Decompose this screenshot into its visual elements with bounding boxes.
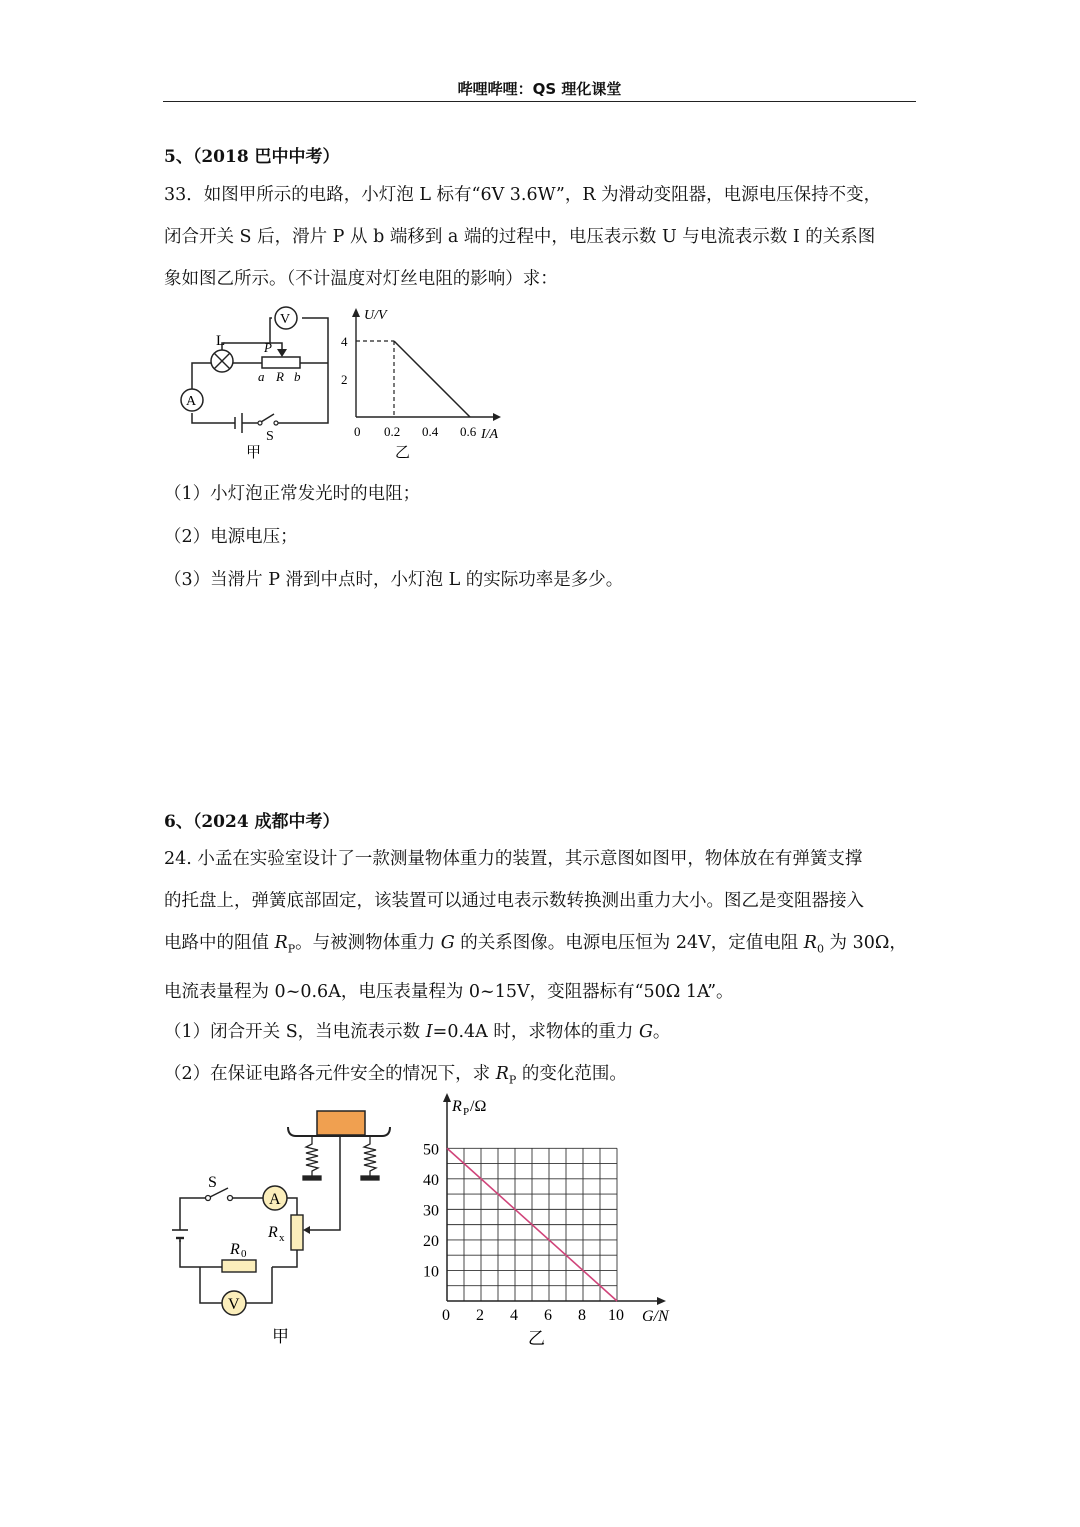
q6-y-tick-label: 40 [423, 1171, 439, 1189]
q5-x-tick-label: 0.6 [460, 424, 477, 439]
q5-end-b: b [294, 369, 301, 384]
q6-q2-sub-p: P [508, 1073, 517, 1087]
spring-left-icon [303, 1137, 321, 1180]
q6-q1-part-c: 。 [652, 1022, 671, 1042]
q6-resistor-r0 [222, 1260, 256, 1272]
q6-symbol-r0: R [803, 933, 817, 953]
q5-y-arrow-icon [352, 308, 360, 317]
q6-switch-label: S [208, 1174, 217, 1191]
q5-slider-label: P [264, 340, 272, 355]
spring-right-icon [361, 1137, 379, 1180]
q6-wire-v-left [200, 1267, 222, 1303]
q6-rx-label: R [268, 1224, 278, 1241]
q5-wire-right [278, 318, 328, 423]
q6-x-tick-label: 0 [442, 1307, 450, 1324]
q6-q1-symbol-i: I [425, 1022, 433, 1042]
q5-wire-bottom-left [192, 413, 235, 423]
q6-r0-sub: 0 [241, 1248, 247, 1260]
battery-icon [172, 1230, 188, 1242]
q6-x-tick-label: 10 [608, 1307, 624, 1324]
q6-y-label-main: R [452, 1098, 462, 1115]
q5-resistor-label: R [276, 369, 284, 384]
q6-heading: 6、（2024 成都中考） [164, 812, 340, 832]
q6-y-label-sub: P [463, 1106, 470, 1118]
q6-line-4: 电流表量程为 0~0.6A，电压表量程为 0~15V，变阻器标有“50Ω 1A”。 [164, 981, 734, 1002]
q6-x-tick-label: 2 [476, 1307, 484, 1324]
q6-line-3 [164, 922, 916, 971]
q6-x-tick-label: 6 [544, 1307, 552, 1324]
q5-text [164, 174, 916, 300]
q6-symbol-g: G [440, 933, 455, 953]
q6-r0-label: R [230, 1241, 240, 1258]
q6-question-1 [164, 1018, 670, 1043]
q5-circuit-diagram [170, 305, 350, 461]
q6-line-2: 的托盘上，弹簧底部固定，该装置可以通过电表示数转换测出重力大小。图乙是变阻器接入 [164, 891, 864, 911]
q6-wire-slider [305, 1198, 340, 1230]
lamp-icon [211, 350, 233, 372]
q5-y-label: U/V [364, 308, 387, 323]
battery-icon [235, 413, 242, 433]
q5-voltmeter-label: V [280, 312, 291, 327]
q6-wire-left-top [180, 1198, 205, 1230]
q5-data-line [394, 341, 470, 417]
q6-x-tick-label: 4 [510, 1307, 518, 1324]
q5-y-tick-label: 2 [341, 372, 348, 387]
q6-graph-caption: 乙 [528, 1329, 545, 1349]
q6-x-tick-label: 8 [578, 1307, 586, 1324]
q6-y-tick-label: 20 [423, 1232, 439, 1250]
q6-q2-part-a: （2）在保证电路各元件安全的情况下，求 [164, 1064, 496, 1084]
q5-lamp-label: L [216, 333, 226, 349]
q6-sub-p: P [287, 942, 296, 956]
q6-line-3-part-d: 为 30Ω， [823, 933, 907, 953]
q5-rheostat [262, 357, 300, 368]
q5-question-3: （3）当滑片 P 滑到中点时，小灯泡 L 的实际功率是多少。 [164, 570, 624, 590]
q6-object-block [317, 1111, 365, 1135]
q6-line-3-part-a: 电路中的阻值 [164, 933, 275, 953]
q5-ui-graph [341, 305, 515, 461]
q5-question-1: （1）小灯泡正常发光时的电阻； [164, 484, 421, 504]
q6-text [164, 838, 916, 1013]
q6-line-1: 24. 小孟在实验室设计了一款测量物体重力的装置，其示意图如图甲，物体放在有弹簧支撑 [164, 849, 863, 869]
q5-end-a: a [258, 369, 265, 384]
q5-x-tick-label: 0.2 [384, 424, 401, 439]
q6-wire-ammeter-rx [287, 1198, 297, 1215]
q6-rheostat-rx [291, 1215, 303, 1250]
q6-symbol-r: R [274, 933, 288, 953]
q5-line-2: 闭合开关 S 后，滑片 P 从 b 端移到 a 端的过程中，电压表示数 U 与电流表示数 I 的关系图 [164, 227, 876, 247]
q5-y-tick-label: 4 [341, 334, 348, 349]
q6-sub-0: 0 [816, 942, 824, 956]
page-header: 哔哩哔哩：QS 理化课堂 [457, 80, 622, 98]
q6-y-arrow-icon [443, 1093, 451, 1102]
switch-icon [258, 414, 278, 425]
q6-ammeter-label: A [269, 1191, 281, 1208]
q6-circuit-caption: 甲 [272, 1327, 289, 1347]
q6-x-label: G/N [642, 1308, 669, 1325]
q5-graph-caption: 乙 [395, 443, 411, 461]
q5-x-label: I/A [481, 427, 499, 442]
q6-line-3-part-c: 的关系图像。电源电压恒为 24V，定值电阻 [454, 933, 804, 953]
q6-rx-sub: x [279, 1232, 285, 1244]
q6-line-3-part-b: 。与被测物体重力 [295, 933, 441, 953]
q5-line-1: 33．如图甲所示的电路，小灯泡 L 标有“6V 3.6W”，R 为滑动变阻器，电源电压保持不变， [164, 185, 882, 205]
q6-slider-arrow-icon [303, 1226, 310, 1234]
q5-switch-label: S [266, 429, 274, 444]
q6-x-arrow-icon [657, 1297, 666, 1305]
q6-q1-symbol-g: G [638, 1022, 653, 1042]
q6-q2-symbol-r: R [495, 1064, 509, 1084]
q6-voltmeter-label: V [228, 1296, 240, 1313]
q6-question-2 [164, 1060, 627, 1087]
q6-y-tick-label: 50 [423, 1141, 439, 1159]
q5-ammeter-label: A [186, 394, 197, 409]
q5-x-arrow-icon [493, 413, 501, 421]
q6-y-tick-label: 30 [423, 1202, 439, 1220]
q6-q1-part-a: （1）闭合开关 S，当电流表示数 [164, 1022, 426, 1042]
q6-wire-rx-r0 [272, 1250, 297, 1267]
header-rule [163, 101, 916, 102]
q5-line-3: 象如图乙所示。（不计温度对灯丝电阻的影响）求： [164, 269, 558, 289]
q5-question-2: （2）电源电压； [164, 527, 298, 547]
q5-slider-arrow-icon [277, 349, 287, 357]
q6-q2-part-b: 的变化范围。 [516, 1064, 627, 1084]
q6-q1-part-b: =0.4A 时，求物体的重力 [432, 1022, 639, 1042]
q5-heading: 5、（2018 巴中中考） [164, 147, 340, 167]
q5-circuit-caption: 甲 [246, 443, 262, 461]
q6-y-label-unit: /Ω [470, 1098, 487, 1115]
q5-origin-label: 0 [354, 424, 361, 439]
q6-ui-graph [410, 1090, 680, 1350]
q6-circuit-diagram [160, 1100, 400, 1360]
q5-x-tick-label: 0.4 [422, 424, 439, 439]
q6-y-tick-label: 10 [423, 1263, 439, 1281]
